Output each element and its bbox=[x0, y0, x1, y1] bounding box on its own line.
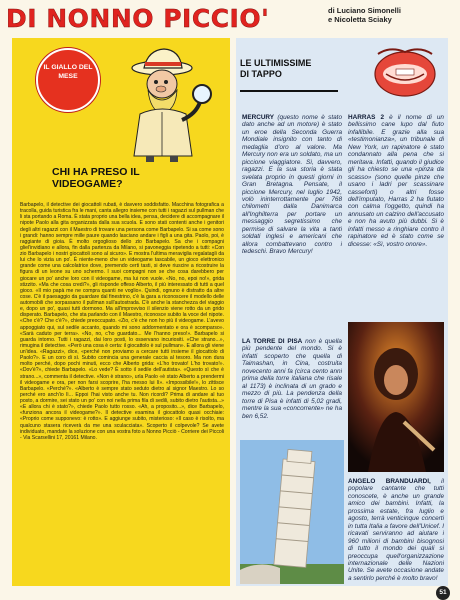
concert-photo bbox=[348, 322, 444, 472]
news-title bbox=[240, 58, 340, 80]
news-item-harras-text: è il nome di un bellissimo cane lupo dal fiuto infallibile. E grazie alla sua «testimonianza», un tribunale di New York, un rapinatore è stato condannato alla pena che si meritava. Infatti, quando il giudice gli ha chiesto se una «pinza da scasso» (sono quelle pinze che usano i ladri per scassinare casseforti) o altri fosse dell'imputato, Harras 2 ha fiutato con calma l'oggetto, quindi ha annusato un calzino dell'accusato e non ha avuto più dubbi. Si è infatti messo a ringhiare contro il rapinatore ed è stato come se dicesse: «Sì, vostro onore». bbox=[348, 114, 444, 248]
news-item-mercury-lead: MERCURY bbox=[242, 114, 275, 121]
news-item-harras bbox=[348, 114, 444, 314]
news-section bbox=[236, 38, 448, 586]
news-item-branduardi-lead: ANGELO BRANDUARDI, bbox=[348, 478, 431, 485]
story-title: CHI HA PRESO IL VIDEOGAME? bbox=[52, 166, 140, 190]
news-item-pisa bbox=[242, 338, 342, 436]
news-item-branduardi-text: il popolare cantante che tutti conoscete, è anche un grande amico dei bambini. Infatti, la prossima estate, fra luglio e agosto, terrà venticinque concerti in tutta Italia a favore dell'Unicef. I ricavati serviranno ad aiutare i 960 milioni di bambini bisognosi di tutto il mondo dei quali si preoccupa quell'organizzazione internazionale delle Nazioni Unite. Se avete occasione andate a sentirlo perché è molto bravo! bbox=[348, 478, 444, 582]
author-credit-line-2: e Nicoletta Sciaky bbox=[328, 15, 392, 24]
author-credit-line-1: di Luciano Simonelli bbox=[328, 6, 401, 15]
news-title-line-2: DI TAPPO bbox=[240, 69, 282, 79]
news-item-mercury bbox=[242, 114, 342, 314]
leaning-tower-photo bbox=[240, 440, 344, 584]
page-number: 51 bbox=[436, 586, 450, 600]
page-title: DI NONNO PICCIO' bbox=[6, 4, 270, 33]
news-item-harras-lead: HARRAS 2 bbox=[348, 114, 384, 121]
mystery-panel bbox=[12, 38, 230, 586]
mystery-badge bbox=[36, 48, 100, 112]
tappo-mascot-illustration bbox=[370, 42, 440, 102]
mystery-badge-label: IL GIALLO DEL MESE bbox=[43, 64, 93, 80]
news-item-mercury-text: (questo nome è stato dato anche ad un motore) è stato un eroe della Seconda Guerra Mondiale insignito con tanto di medaglia d'oro al valore. Ma Mercury non era un soldato, ma un piccione viaggiatore. Sì, davvero, ragazzi. E la sua storia è stata svelata proprio in questi giorni in Gran Bretagna. Pensate, il piccione Mercury, nel luglio 1942, volò ininterrottamente per 768 chilometri dalla Danimarca all'Inghilterra per portare un messaggio segretissimo che permise di salvare la vita a tanti soldati inglesi e americani che allora combattevano contro i tedeschi. Bravo Mercury! bbox=[242, 114, 342, 256]
concert-photo-drawing bbox=[348, 322, 444, 472]
news-item-pisa-lead: LA TORRE DI PISA bbox=[242, 338, 303, 345]
page-header bbox=[0, 0, 460, 36]
news-title-line-1: LE ULTIMISSIME bbox=[240, 58, 312, 68]
leaning-tower-drawing bbox=[240, 440, 344, 584]
news-item-pisa-text: non è quella più pendente del mondo. Si è infatti scoperto che quella di Taimashan, in Cina, costruita novecento anni fa (circa cento anni prima della torre italiana che risale al 1173) è inclinata di un grado e mezzo di più. La pendenza della torre di Pisa è infatti di 5,02 gradi, mentre la sua «concorrente» ne ha ben 6,52. bbox=[242, 338, 342, 420]
detective-illustration bbox=[100, 44, 220, 164]
author-credit bbox=[328, 6, 401, 24]
news-title-rule bbox=[240, 90, 338, 92]
story-body: Barbapelo, il detective dei giocattoli rubati, è davvero soddisfatto. Macchina fotografica a tracolla, guida turistica fra le mani, canta allegro insieme con tutti i ragazzi sul pullman che li sta portando a Roma. È stata proprio una bella idea, pensa, decidere di accompagnare il nipote Paolo alla gita organizzata dalla sua scuola. E sono stati contenti anche i genitori degli altri ragazzi con il Maestro di trovare una persona come Barbapelo. Si sa come sono i grandi: hanno sempre mille paure quando lasciano andare i figli a una gita. Paolo, poi, è raggiante di gioia. È molto orgoglioso dello zio Barbapelo. Sa che i compagni gliel'invidiano e allora, fin dalla partenza da Milano, si pavoneggia ripetendo a tutti: «Con zio Barbapelo i nostri giocattoli sono al sicuro». E mostra l'ultima meraviglia regalatagli da lui che lo vizia un po'. È niente-meno che un videogame tascabile, un gioco elettronico grande come una calcolatrice dove, premendo certi tasti, si deve riuscire a ricostruire la figura di un leone su uno schermo. I suoi compagni non se che cosa darebbero per giocare un po' anche loro con il videogame, ma lui non vuole. «No, no, epoi no!», grida stizzito. «Ma che cosa credi?», gli risponde offeso Alberto, il più interessato di tutti a quel gioco. «Il mio papà me ne compra quanti ne voglio». Quindi, ognuno è distratto da altre cose. C'è il paesaggio da guardare dal finestrino, c'è la gara a riconoscere il modello delle automobili che sorpassano il pullman sull'autostrada. C'è anche la stanchezza del viaggio e, dopo un po', quasi tutti dormono. Ma all'improvviso il silenzio viene rotto da un grido disperato. Barbapelo, che sta parlando con il Maestro, riconosce subito la voce del nipote. «Che c'è? Che c'è?», chiede preoccupato. «Zio, c'è che non ho più il videogame. L'avevo appoggiato qui, sul sedile accanto, quando mi sono addormentato e ora è scomparso». «Sarà caduto per terra». «No, no, c'ho guardato... Me l'hanno preso!». Barbapelo si guarda intorno. Tutti i ragazzi, dai loro posti, lo osservano incuriositi. «Che strano...», rimugina il detective. «Però una cosa è certa: il giocattolo è sul pullman». E allora gli viene un'idea. «Ragazzi», dice, «perché non proviamo a cercare tutti insieme il giocattolo di Paolo?». E un coro di sì. Subito comincia una generale caccia al tesoro. Ma non dura molto perché, dopo pochi minuti, ecco che Alberto grida: «L'ho trovato! L'ho trovato!». «Dov'è?», chiede Barbapelo. «Lo vede? È sotto il sedile dell'autista». «Questo sì che è strano...», commenta il detective. «Non è strano», urla Paolo «è stato Alberto a prendermi il videogame e ora, per non farsi scoprire, l'ha messo lui lì». «Impossibile!», lo zittisce Barbapelo. «Perché?». «Alberto è sempre stato seduto dietro al signor Maestro. Lo so perché ero anch'io lì... Eppoi l'hai visto anche tu. Non ricordi? Prima di andare al tuo posto, a dormire, sei stato un po' con noi nella prima fila di sedili, subito dietro l'autista...» «E allora chi è stato?», chiede Paolo tutto rosso. «Ah, a proposito...», dice Barbapelo, «funziona ancora il videogame?». Il detective esamina il giocattolo quasi occhiaie: «Proprio come supponevo: è rotto». E aggiunge subito, misterioso: «Il caso è risolto, ma qualcuno stasera riceverà da me una sculacciata». Scoperto il colpevole? Se avete individuato, mandate la soluzione con una vostra foto a Nonno Picciò - Corriere dei Piccoli - Via Scarsellini 17, 20161 Milano. bbox=[20, 202, 224, 441]
news-item-branduardi bbox=[348, 478, 444, 584]
